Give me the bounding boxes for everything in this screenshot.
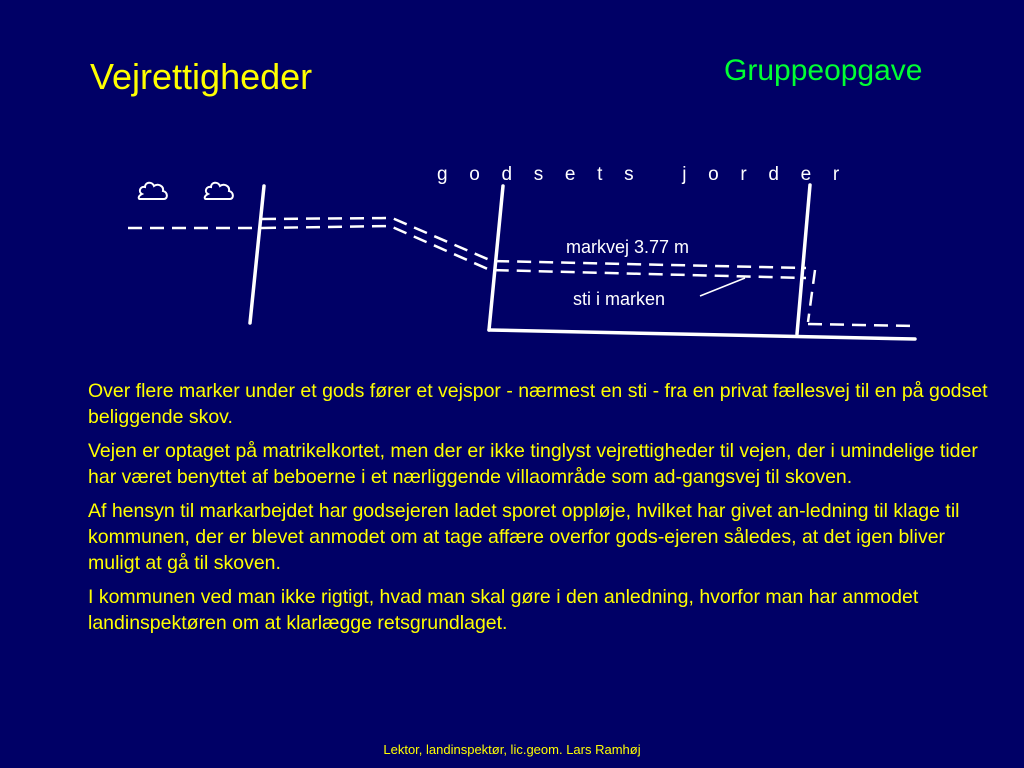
paragraph: Vejen er optaget på matrikelkortet, men der er ikke tinglyst vejrettigheder til vejen, der i umindelige tider har været benyttet af beboerne i et nærliggende villaområde som ad-gangsvej til skoven. — [88, 440, 978, 488]
road-width-label: markvej 3.77 m — [566, 237, 690, 257]
slide-title: Vejrettigheder — [90, 56, 313, 97]
road-diagram — [0, 0, 1024, 380]
paragraph: I kommunen ved man ikke rigtigt, hvad man skal gøre i den anledning, hvorfor man har anmodet landinspektøren om at klarlægge retsgrundlaget. — [88, 586, 919, 634]
road-edge-upper — [262, 218, 806, 268]
estate-lands-label: g o d s e t s j o r d e r — [437, 164, 848, 185]
author-footer: Lektor, landinspektør, lic.geom. Lars Ramhøj — [383, 742, 641, 757]
path-edge-end — [808, 270, 815, 322]
paragraph: Af hensyn til markarbejdet har godsejeren ladet sporet oppløje, hvilket har givet an-ledning til klage til kommunen, der er blevet anmodet om at tage affære overfor gods-ejeren således, at det igen bliver muligt at gå til skoven. — [88, 500, 960, 574]
group-assignment-label: Gruppeopgave — [724, 54, 923, 87]
case-description — [88, 378, 988, 644]
path-in-field-label: sti i marken — [573, 289, 666, 309]
road-edge-lower — [262, 226, 806, 278]
property-boundary-left — [250, 186, 264, 323]
path-continuation-dashed — [808, 324, 916, 326]
path-label-leader — [700, 278, 745, 296]
paragraph: Over flere marker under et gods fører et vejspor - nærmest en sti - fra en privat fællesvej til en på godset beliggende skov. — [88, 380, 988, 428]
estate-boundary-left — [489, 186, 503, 330]
estate-boundary-right — [797, 185, 810, 334]
tree-icon — [205, 183, 233, 199]
tree-icon — [139, 183, 167, 199]
estate-boundary-bottom — [489, 330, 915, 339]
